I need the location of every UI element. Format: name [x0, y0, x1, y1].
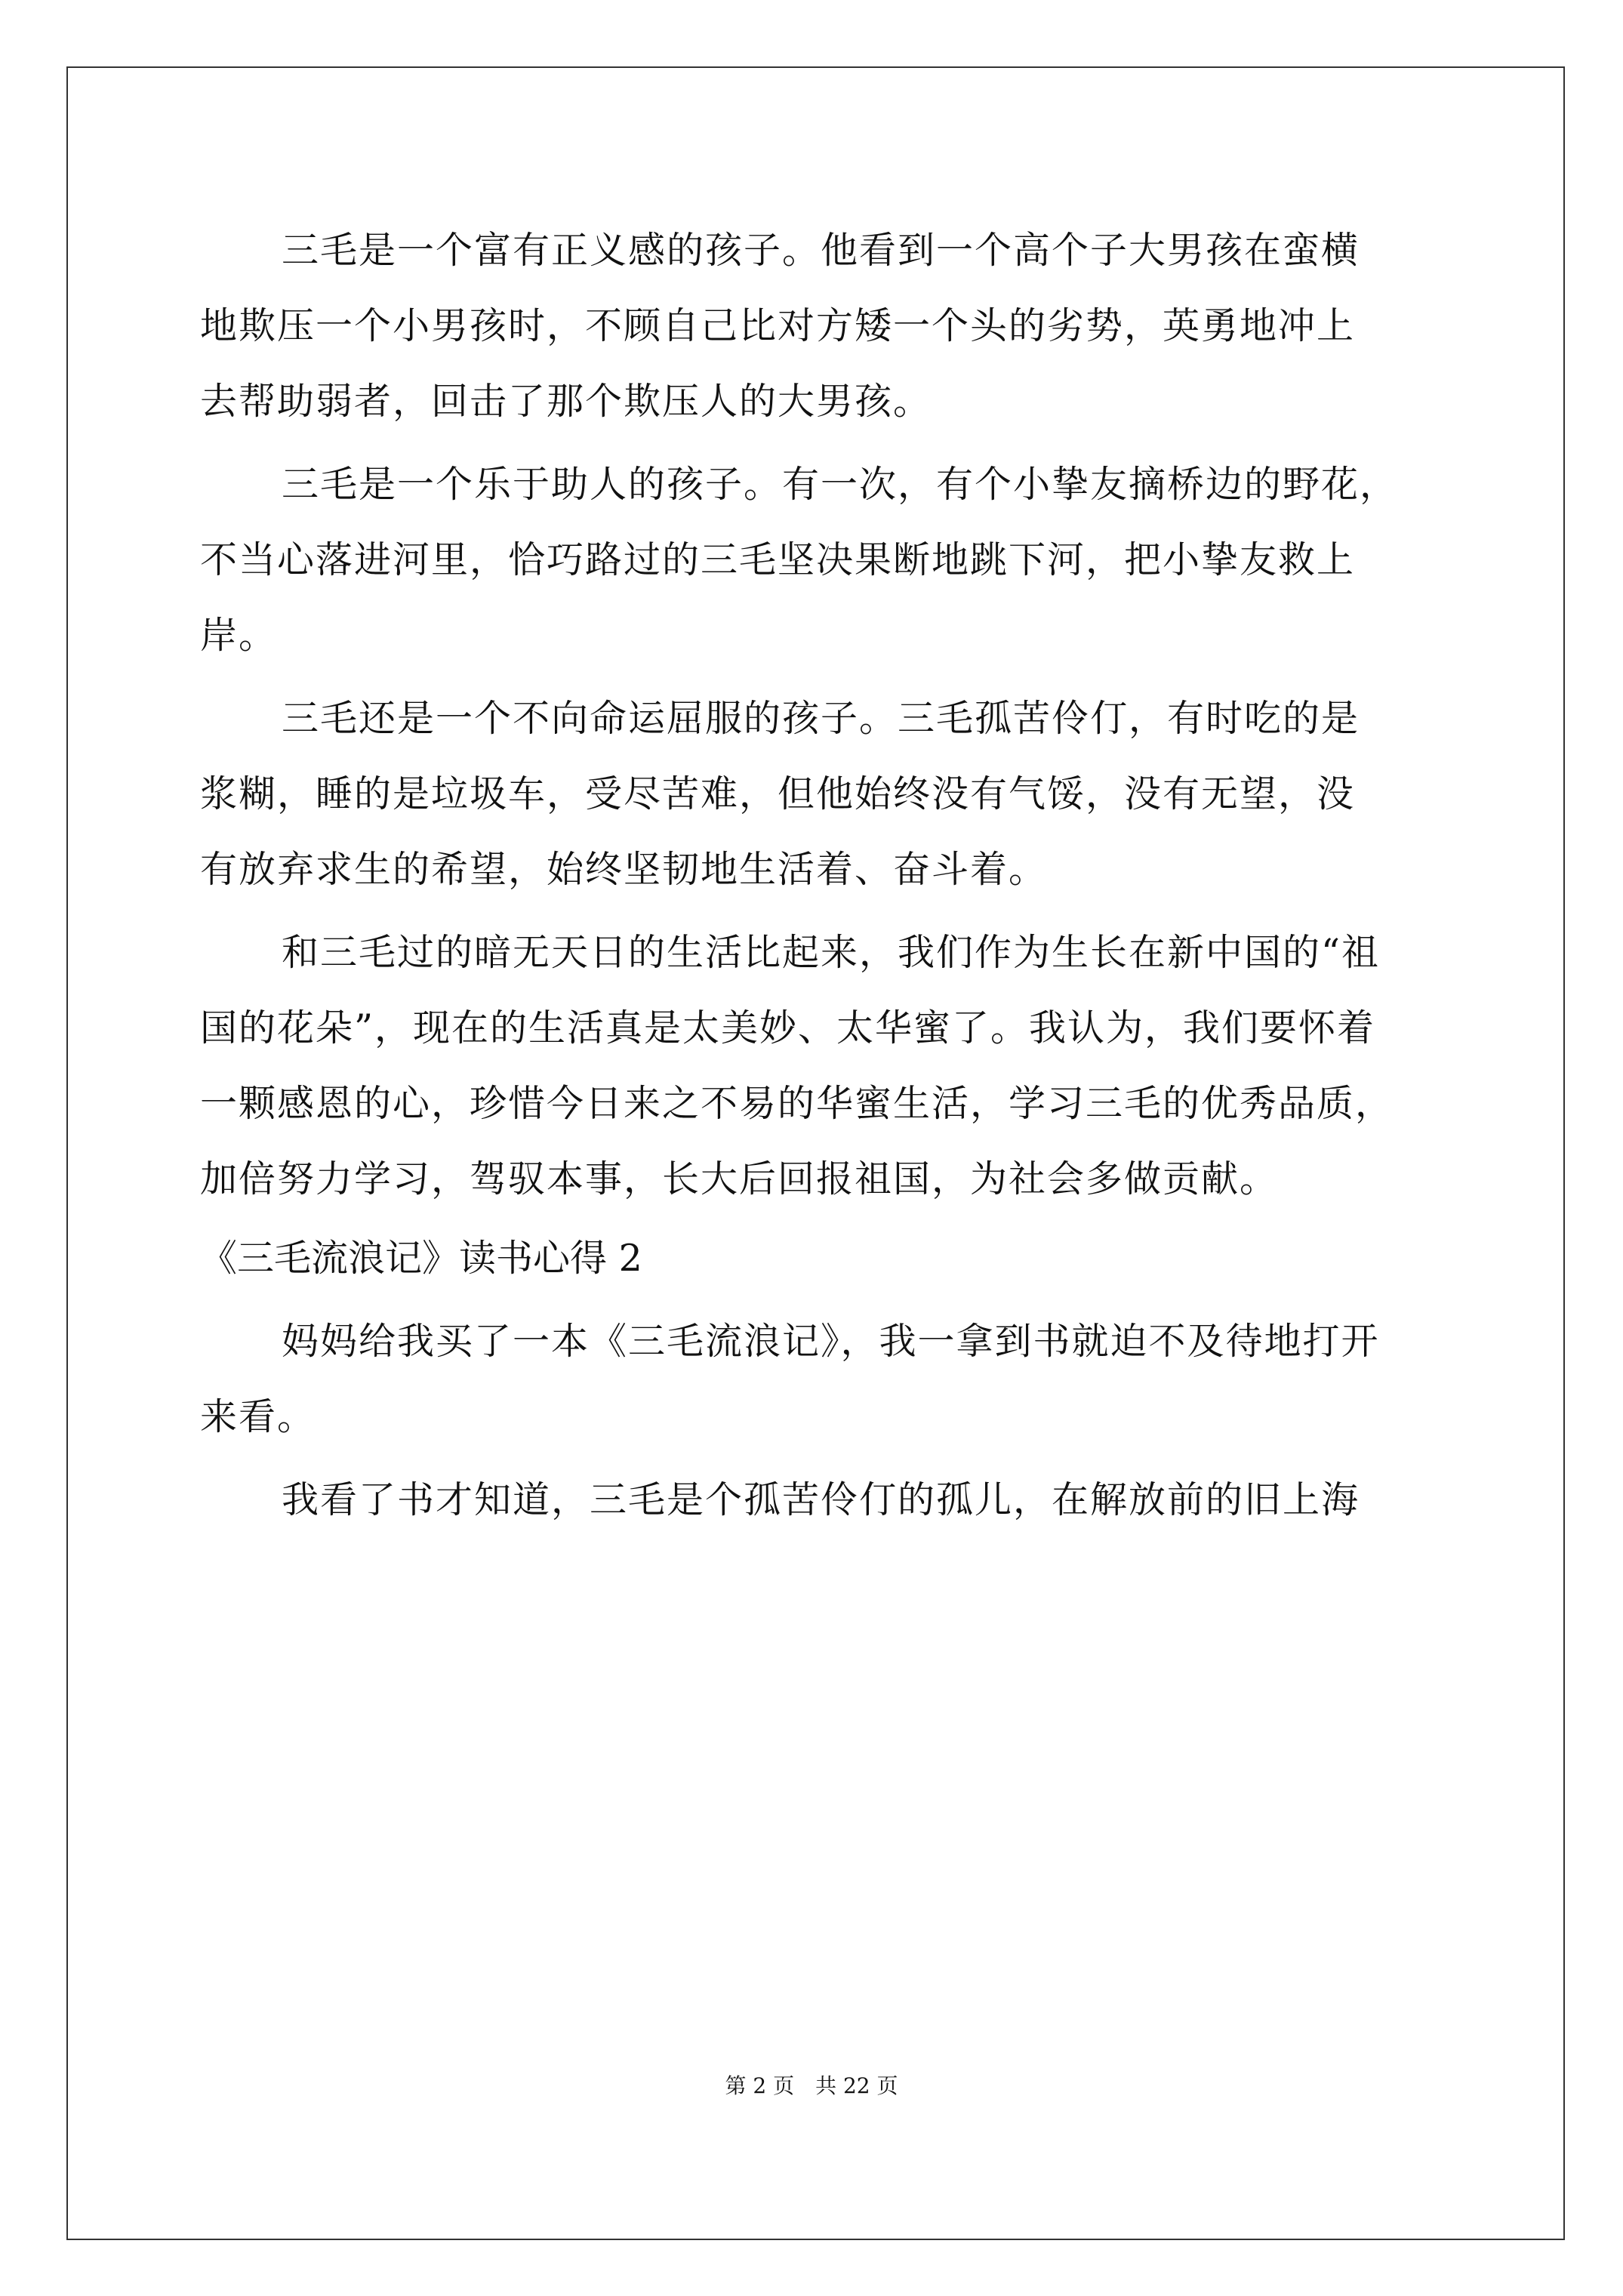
- paragraph-line: 浆糊，睡的是垃圾车，受尽苦难，但他始终没有气馁，没有无望，没: [200, 772, 1356, 815]
- paragraph-line: 三毛还是一个不向命运屈服的孩子。三毛孤苦伶仃，有时吃的是: [282, 697, 1360, 740]
- paragraph-line: 加倍努力学习，驾驭本事，长大后回报祖国，为社会多做贡献。: [200, 1157, 1279, 1200]
- paragraph-line: 国的花朵”，现在的生活真是太美妙、太华蜜了。我认为，我们要怀着: [200, 1006, 1376, 1049]
- section-heading: 《三毛流浪记》读书心得 2: [200, 1237, 642, 1280]
- paragraph-line: 和三毛过的暗无天日的生活比起来，我们作为生长在新中国的“祖: [282, 931, 1381, 974]
- paragraph-line: 来看。: [200, 1395, 316, 1438]
- paragraph-line: 一颗感恩的心，珍惜今日来之不易的华蜜生活，学习三毛的优秀品质，: [200, 1082, 1394, 1125]
- paragraph-line: 三毛是一个乐于助人的孩子。有一次，有个小挚友摘桥边的野花，: [282, 463, 1399, 506]
- page-number-footer: 第 2 页 共 22 页: [725, 2073, 898, 2098]
- paragraph-line: 妈妈给我买了一本《三毛流浪记》，我一拿到书就迫不及待地打开: [282, 1320, 1380, 1363]
- paragraph-line: 我看了书才知道，三毛是个孤苦伶仃的孤儿，在解放前的旧上海: [282, 1478, 1360, 1521]
- paragraph-line: 不当心落进河里，恰巧路过的三毛坚决果断地跳下河，把小挚友救上: [200, 538, 1356, 581]
- paragraph-line: 去帮助弱者，回击了那个欺压人的大男孩。: [200, 380, 932, 423]
- paragraph-line: 有放弃求生的希望，始终坚韧地生活着、奋斗着。: [200, 848, 1048, 891]
- paragraph-line: 三毛是一个富有正义感的孩子。他看到一个高个子大男孩在蛮横: [282, 229, 1360, 272]
- paragraph-line: 岸。: [200, 614, 278, 657]
- paragraph-line: 地欺压一个小男孩时，不顾自己比对方矮一个头的劣势，英勇地冲上: [200, 304, 1356, 347]
